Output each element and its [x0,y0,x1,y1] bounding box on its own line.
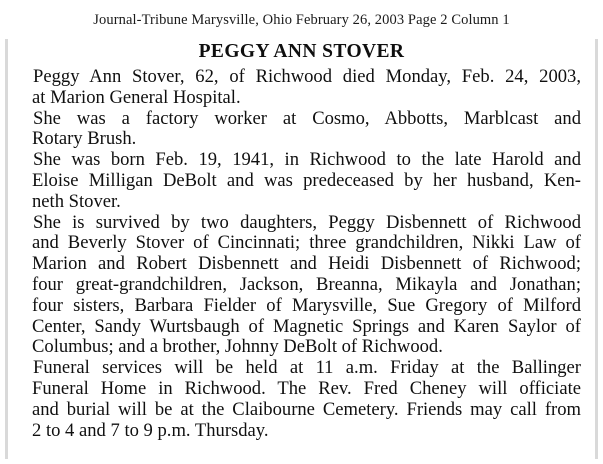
obituary-body [33,67,581,441]
obituary-line-15: Funeral services will be held at 11 a.m. Friday at the Ballinger [33,357,581,379]
obituary-line-12: four sisters, Barbara Fielder of Marysville, Sue Gregory of Milford [32,294,581,316]
obituary-line-16: Funeral Home in Richwood. The Rev. Fred Cheney will officiate [32,377,581,399]
scan-left-edge [5,39,8,459]
obituary-line-1: Peggy Ann Stover, 62, of Richwood died Monday, Feb. 24, 2003, [33,66,581,87]
obituary-line-18: 2 to 4 and 7 to 9 p.m. Thursday. [32,419,269,441]
obituary-line-4: Rotary Brush. [32,128,137,150]
scan-right-edge [595,39,598,459]
obituary-line-14: Columbus; and a brother, Johnny DeBolt of Richwood. [32,336,443,358]
obituary-line-7: neth Stover. [32,190,121,212]
obituary-line-9: and Beverly Stover of Cincinnati; three grandchildren, Nikki Law of [32,232,581,254]
obituary-line-3: She was a factory worker at Cosmo, Abbotts, Marblcast and [33,107,581,129]
obituary-line-13: Center, Sandy Wurtsbaugh of Magnetic Springs and Karen Saylor of [32,315,581,337]
obituary-line-6: Eloise Milligan DeBolt and was predeceased by her husband, Ken- [32,169,581,191]
obituary-line-2: at Marion General Hospital. [32,86,241,108]
obituary-line-10: Marion and Robert Disbennett and Heidi Disbennett of Richwood; [32,253,581,275]
obituary-line-5: She was born Feb. 19, 1941, in Richwood to the late Harold and [33,149,581,171]
obituary-title: PEGGY ANN STOVER [198,41,405,62]
newspaper-source-header: Journal-Tribune Marysville, Ohio February 26, 2003 Page 2 Column 1 [93,12,510,28]
obituary-line-17: and burial will be at the Claibourne Cemetery. Friends may call from [32,398,581,420]
obituary-line-11: four great-grandchildren, Jackson, Breanna, Mikayla and Jonathan; [32,273,581,295]
obituary-line-8: She is survived by two daughters, Peggy Disbennett of Richwood [33,211,581,233]
